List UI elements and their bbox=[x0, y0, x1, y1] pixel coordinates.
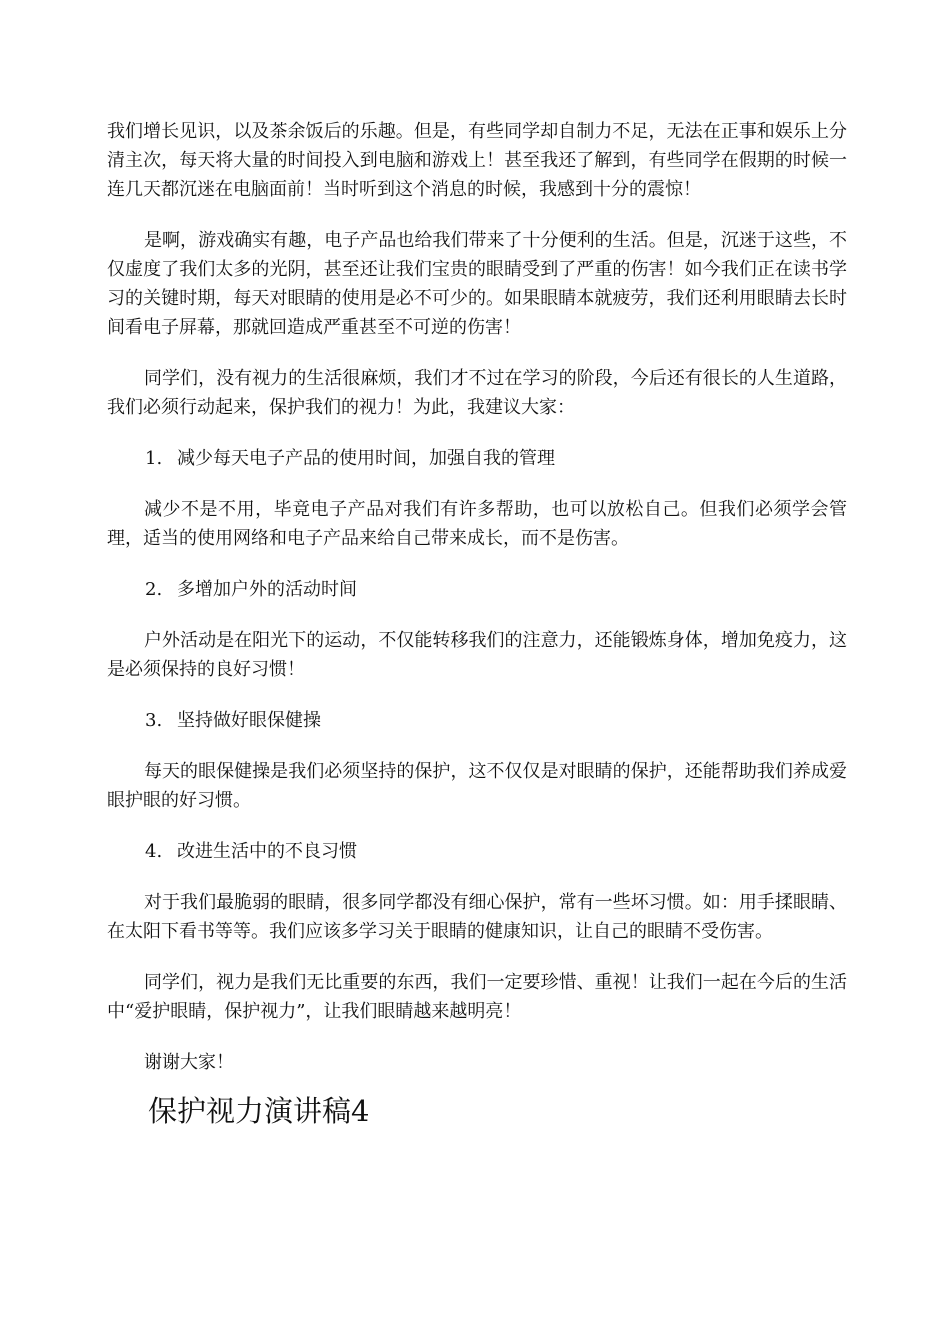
suggestion-4-title bbox=[107, 837, 847, 866]
paragraph-intro-continuation: 我们增长见识，以及茶余饭后的乐趣。但是，有些同学却自制力不足，无法在正事和娱乐上分清主次，每天将大量的时间投入到电脑和游戏上！甚至我还了解到，有些同学在假期的时候一连几天都沉迷在电脑面前！当时听到这个消息的时候，我感到十分的震惊！ bbox=[107, 121, 847, 200]
suggestion-2-number: 2. bbox=[145, 579, 163, 600]
suggestion-1-number: 1. bbox=[145, 448, 163, 469]
thanks-line: 谢谢大家！ bbox=[144, 1052, 234, 1073]
suggestion-2-text: 多增加户外的活动时间 bbox=[177, 579, 357, 600]
suggestion-2-body: 户外活动是在阳光下的运动，不仅能转移我们的注意力，还能锻炼身体，增加免疫力，这是必须保持的良好习惯！ bbox=[107, 630, 847, 680]
suggestion-3-number: 3. bbox=[145, 710, 163, 731]
suggestion-4-body: 对于我们最脆弱的眼睛，很多同学都没有细心保护，常有一些坏习惯。如：用手揉眼睛、在太阳下看书等等。我们应该多学习关于眼睛的健康知识，让自己的眼睛不受伤害。 bbox=[107, 892, 847, 942]
suggestion-3-text: 坚持做好眼保健操 bbox=[177, 710, 321, 731]
suggestion-3-title bbox=[107, 706, 847, 735]
suggestion-4-number: 4. bbox=[145, 841, 163, 862]
suggestion-1-text: 减少每天电子产品的使用时间，加强自我的管理 bbox=[177, 448, 555, 469]
paragraph-conclusion: 同学们，视力是我们无比重要的东西，我们一定要珍惜、重视！让我们一起在今后的生活中“爱护眼睛，保护视力”，让我们眼睛越来越明亮！ bbox=[107, 972, 847, 1022]
suggestion-3-body: 每天的眼保健操是我们必须坚持的保护，这不仅仅是对眼睛的保护，还能帮助我们养成爱眼护眼的好习惯。 bbox=[107, 761, 847, 811]
document-page bbox=[107, 117, 847, 1131]
section-heading: 保护视力演讲稿4 bbox=[148, 1094, 370, 1128]
paragraph-call-to-action: 同学们，没有视力的生活很麻烦，我们才不过在学习的阶段，今后还有很长的人生道路，我们必须行动起来，保护我们的视力！为此，我建议大家： bbox=[107, 368, 847, 418]
suggestion-1-title bbox=[107, 444, 847, 473]
paragraph-games-harm: 是啊，游戏确实有趣，电子产品也给我们带来了十分便利的生活。但是，沉迷于这些，不仅虚度了我们太多的光阴，甚至还让我们宝贵的眼睛受到了严重的伤害！如今我们正在读书学习的关键时期，每天对眼睛的使用是必不可少的。如果眼睛本就疲劳，我们还利用眼睛去长时间看电子屏幕，那就回造成严重甚至不可逆的伤害！ bbox=[107, 230, 847, 338]
suggestion-4-text: 改进生活中的不良习惯 bbox=[177, 841, 357, 862]
suggestion-1-body: 减少不是不用，毕竟电子产品对我们有许多帮助，也可以放松自己。但我们必须学会管理，适当的使用网络和电子产品来给自己带来成长，而不是伤害。 bbox=[107, 499, 847, 549]
suggestion-2-title bbox=[107, 575, 847, 604]
